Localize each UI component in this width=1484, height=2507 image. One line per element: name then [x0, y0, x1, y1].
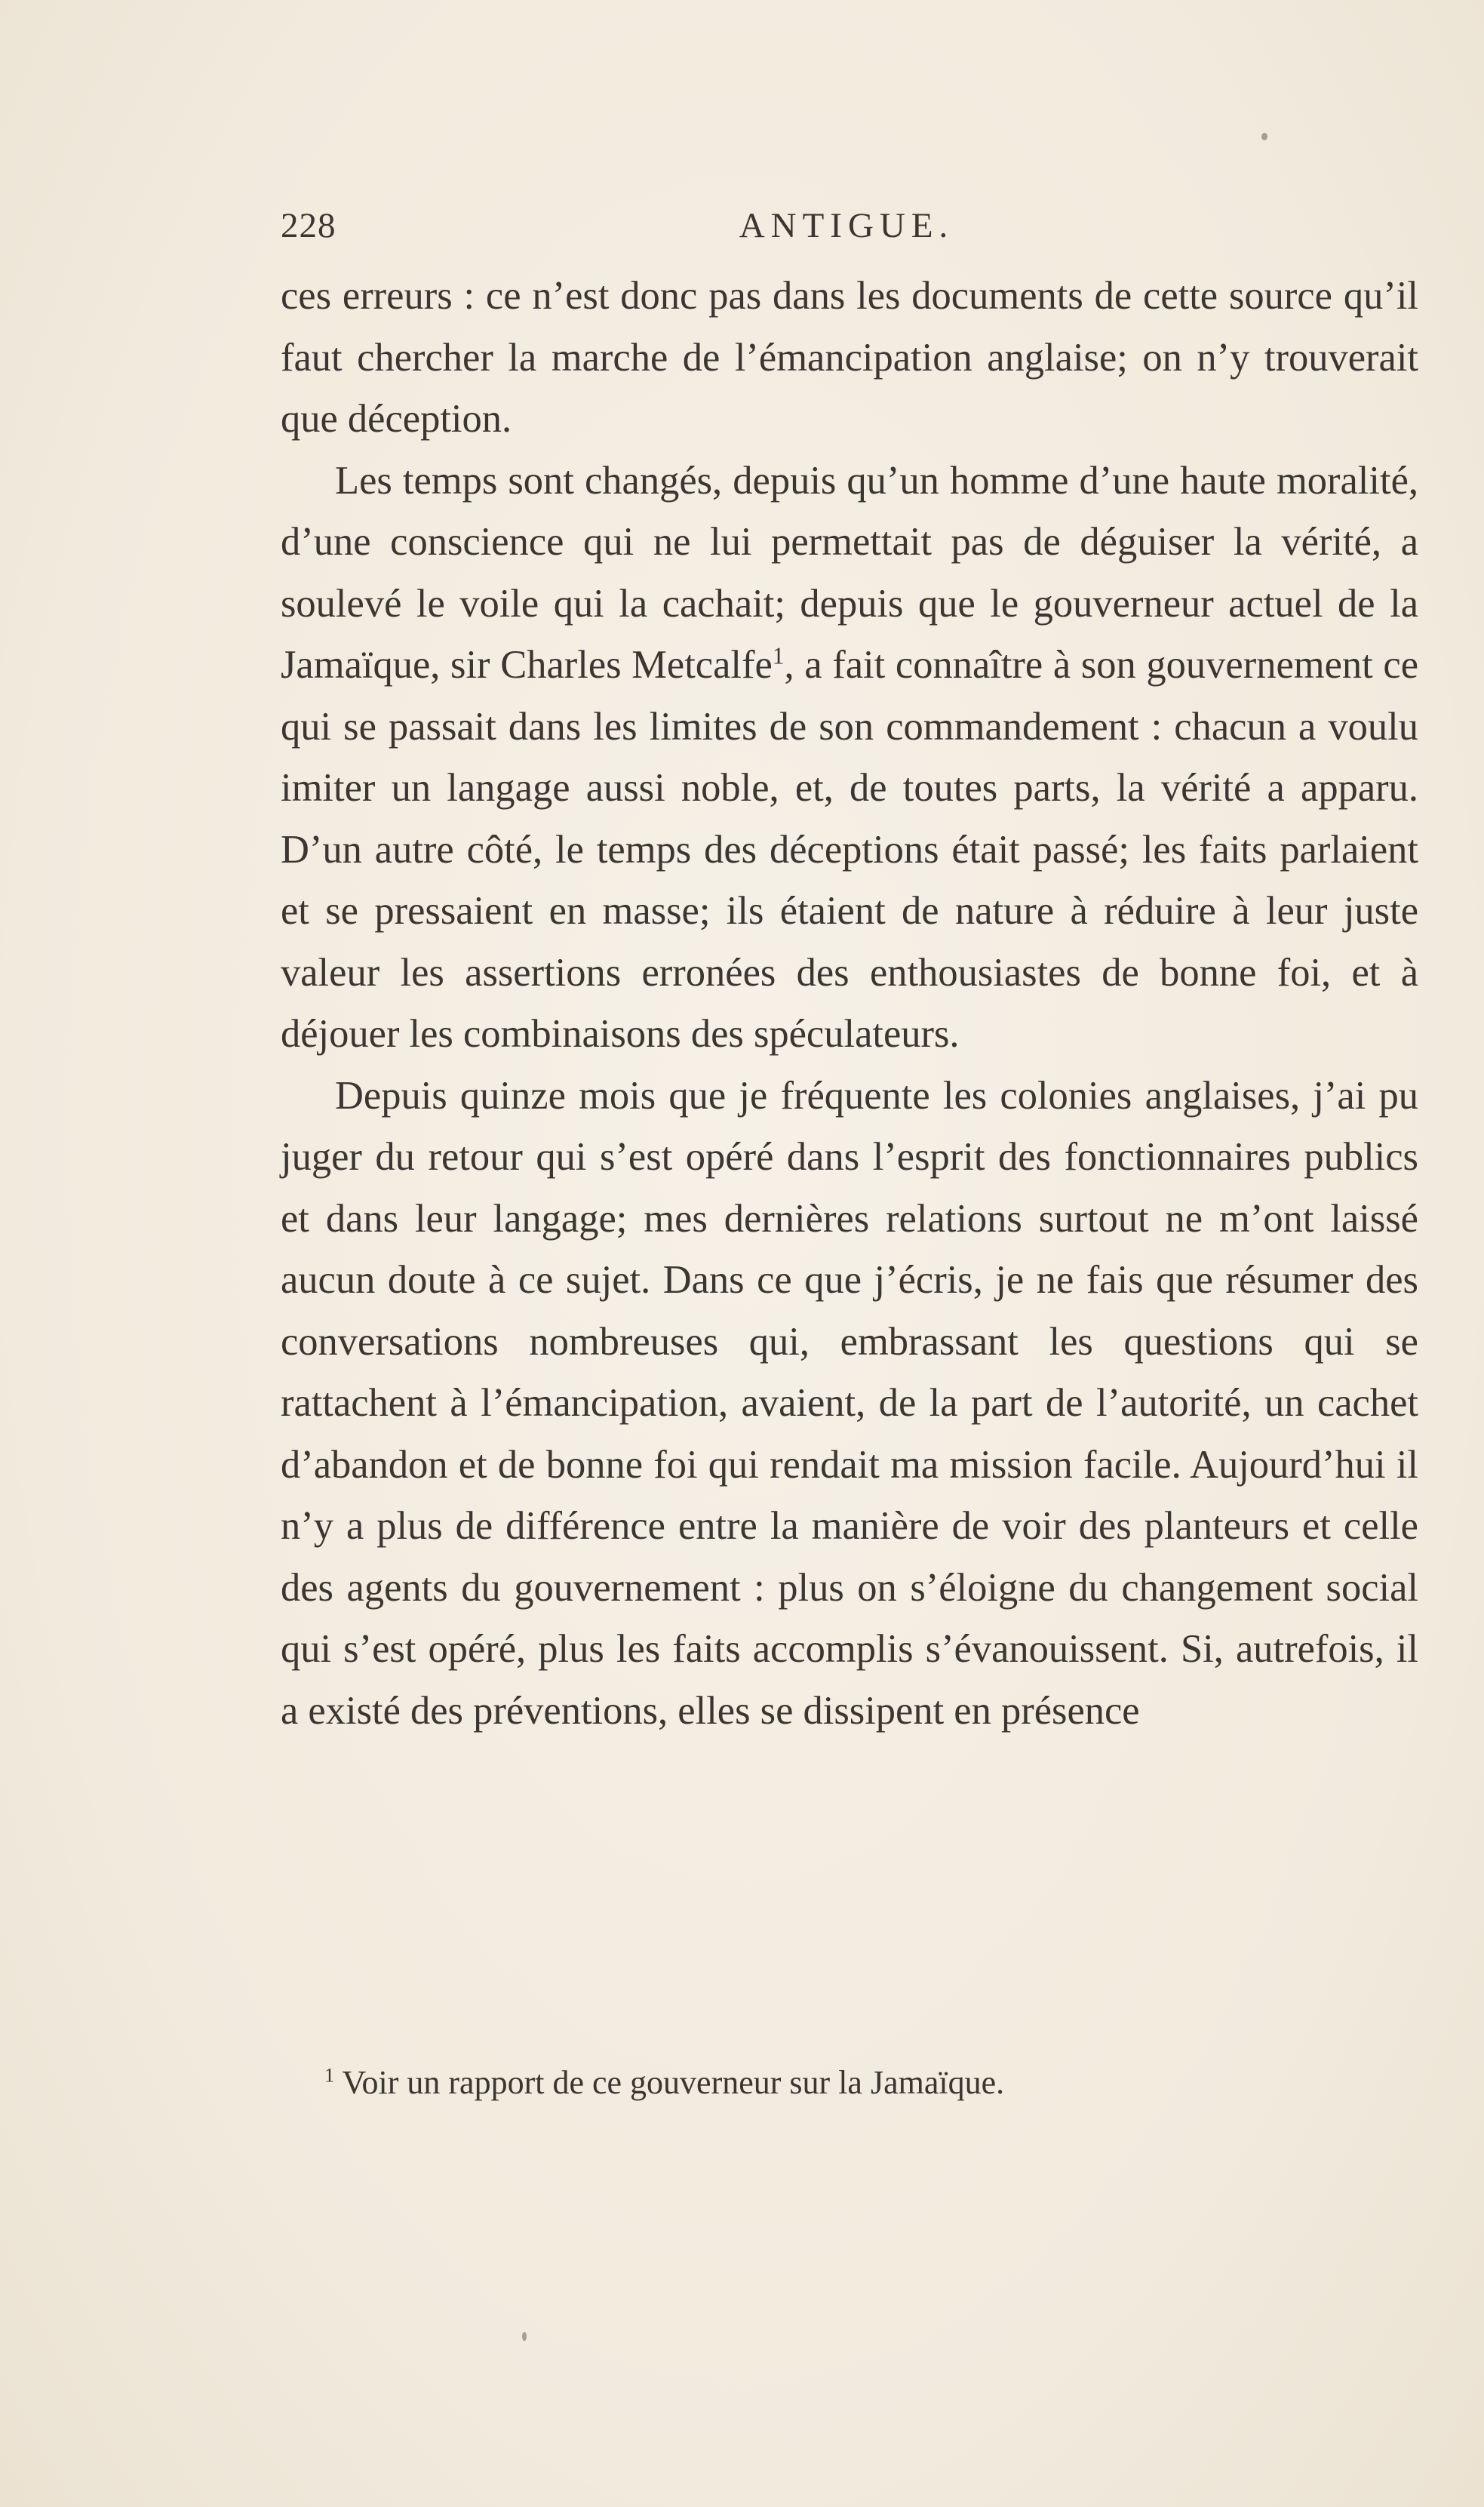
paper-speck: [522, 2332, 527, 2341]
footnote-reference: 1: [772, 642, 785, 669]
paragraph-text: Depuis quinze mois que je fréquente les colonies anglaises, j’ai pu juger du retour qui s’est opéré dans l’esprit des fonctionnaires publics et dans leur langage; mes dernières relations surtout ne m’ont laissé aucun doute à ce sujet. Dans ce que j’écris, je ne fais que résumer des conversations nombreuses qui, embrassant les questions qui se rattachent à l’émancipation, avaient, de la part de l’autorité, un cachet d’abandon et de bonne foi qui rendait ma mission facile. Aujourd’hui il n’y a plus de différence entre la manière de voir des planteurs et celle des agents du gouvernement : plus on s’éloigne du changement social qui s’est opéré, plus les faits accomplis s’évanouissent. Si, autrefois, il a existé des préventions, elles se dissipent en présence: [281, 1073, 1418, 1733]
paragraph: [281, 451, 1418, 1066]
paragraph-text: , a fait connaître à son gouvernement ce qui se passait dans les limites de son commandement : chacun a voulu imiter un langage aussi noble, et, de toutes parts, la vérité a apparu. D’un autre côté, le temps des déceptions était passé; les faits parlaient et se pressaient en masse; ils étaient de nature à réduire à leur juste valeur les assertions erronées des enthousiastes de bonne foi, et à déjouer les combinaisons des spéculateurs.: [281, 643, 1418, 1056]
body-text: [281, 266, 1418, 1742]
page-number: 228: [281, 206, 336, 245]
footnote-text: Voir un rapport de ce gouverneur sur la Jamaïque.: [342, 2064, 1005, 2101]
footnote: [324, 2060, 1418, 2106]
paragraph: [281, 266, 1418, 451]
paragraph-text: ces erreurs : ce n’est donc pas dans les documents de cette source qu’il faut chercher la marche de l’émancipation anglaise; on n’y trouverait que déception.: [281, 274, 1418, 441]
running-head: ANTIGUE.: [739, 206, 954, 245]
page-header: [281, 205, 1427, 258]
paragraph-text: Les temps sont changés, depuis qu’un homme d’une haute moralité, d’une conscience qui ne lui permettait pas de déguiser la vérité, a soulevé le voile qui la cachait; depuis que le gouverneur actuel de la Jamaïque, sir Charles Metcalfe: [281, 458, 1418, 687]
paper-speck: [1261, 133, 1267, 140]
footnote-marker: 1: [324, 2063, 335, 2087]
paragraph: [281, 1066, 1418, 1743]
